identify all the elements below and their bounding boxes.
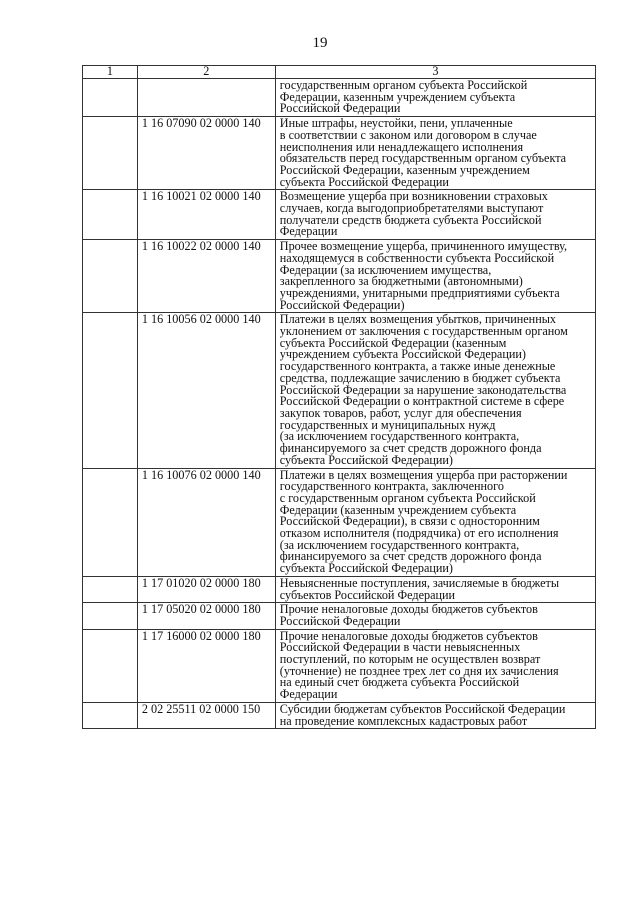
budget-code-cell: 1 17 01020 02 0000 180 xyxy=(137,576,275,602)
description-cell: Возмещение ущерба при возникновении страховых случаев, когда выгодоприобретателями выступают получатели средств бюджета субъекта Российской Федерации xyxy=(275,190,595,240)
description-cell: Невыясненные поступления, зачисляемые в бюджеты субъектов Российской Федерации xyxy=(275,576,595,602)
header-col-2: 2 xyxy=(137,66,275,79)
budget-codes-table xyxy=(82,65,596,729)
row-number-cell xyxy=(83,190,138,240)
budget-code-cell: 1 16 10056 02 0000 140 xyxy=(137,313,275,468)
description-cell: государственным органом субъекта Российской Федерации, казенным учреждением субъекта Российской Федерации xyxy=(275,79,595,117)
row-number-cell xyxy=(83,79,138,117)
budget-code-cell: 1 16 10076 02 0000 140 xyxy=(137,468,275,576)
budget-code-cell: 2 02 25511 02 0000 150 xyxy=(137,702,275,728)
row-number-cell xyxy=(83,702,138,728)
table-row xyxy=(83,190,596,240)
budget-code-cell: 1 16 10022 02 0000 140 xyxy=(137,240,275,313)
row-number-cell xyxy=(83,576,138,602)
row-number-cell xyxy=(83,629,138,702)
table-row xyxy=(83,240,596,313)
row-number-cell xyxy=(83,117,138,190)
budget-code-cell: 1 16 07090 02 0000 140 xyxy=(137,117,275,190)
table-row xyxy=(83,629,596,702)
table-row xyxy=(83,702,596,728)
row-number-cell xyxy=(83,468,138,576)
budget-code-cell: 1 16 10021 02 0000 140 xyxy=(137,190,275,240)
description-cell: Иные штрафы, неустойки, пени, уплаченные в соответствии с законом или договором в случае неисполнения или ненадлежащего исполнения обязательств перед государственным органом субъекта Российской Федерации, казенным учреждением субъекта Российской Федерации xyxy=(275,117,595,190)
description-cell: Прочие неналоговые доходы бюджетов субъектов Российской Федерации xyxy=(275,603,595,629)
description-cell: Прочее возмещение ущерба, причиненного имуществу, находящемуся в собственности субъекта Российской Федерации (за исключением имущества, закрепленного за бюджетными (автономными) учреждениями, унитарными предприятиями субъекта Российской Федерации) xyxy=(275,240,595,313)
header-col-3: 3 xyxy=(275,66,595,79)
header-col-1: 1 xyxy=(83,66,138,79)
table-row xyxy=(83,576,596,602)
budget-code-cell: 1 17 05020 02 0000 180 xyxy=(137,603,275,629)
description-cell: Прочие неналоговые доходы бюджетов субъектов Российской Федерации в части невыясненных поступлений, по которым не осуществлен возврат (уточнение) не позднее трех лет со дня их зачисления на единый счет бюджета субъекта Российской Федерации xyxy=(275,629,595,702)
page-number: 19 xyxy=(312,35,328,51)
description-cell: Платежи в целях возмещения ущерба при расторжении государственного контракта, заключенного с государственным органом субъекта Российской Федерации (казенным учреждением субъекта Российской Федерации), в связи с односторонним отказом исполнителя (подрядчика) от его исполнения (за исключением государственного контракта, финансируемого за счет средств дорожного фонда субъекта Российской Федерации) xyxy=(275,468,595,576)
budget-code-cell xyxy=(137,79,275,117)
table-row xyxy=(83,468,596,576)
row-number-cell xyxy=(83,240,138,313)
description-cell: Платежи в целях возмещения убытков, причиненных уклонением от заключения с государственным органом субъекта Российской Федерации (казенным учреждением субъекта Российской Федерации) государственного контракта, а также иные денежные средства, подлежащие зачислению в бюджет субъекта Российской Федерации за нарушение законодательства Российской Федерации о контрактной системе в сфере закупок товаров, работ, услуг для обеспечения государственных и муниципальных нужд (за исключением государственного контракта, финансируемого за счет средств дорожного фонда субъекта Российской Федерации) xyxy=(275,313,595,468)
budget-code-cell: 1 17 16000 02 0000 180 xyxy=(137,629,275,702)
table-row xyxy=(83,313,596,468)
description-cell: Субсидии бюджетам субъектов Российской Федерации на проведение комплексных кадастровых работ xyxy=(275,702,595,728)
table-row xyxy=(83,79,596,117)
table-row xyxy=(83,117,596,190)
table-row xyxy=(83,603,596,629)
row-number-cell xyxy=(83,603,138,629)
table-header-row xyxy=(83,66,596,79)
row-number-cell xyxy=(83,313,138,468)
